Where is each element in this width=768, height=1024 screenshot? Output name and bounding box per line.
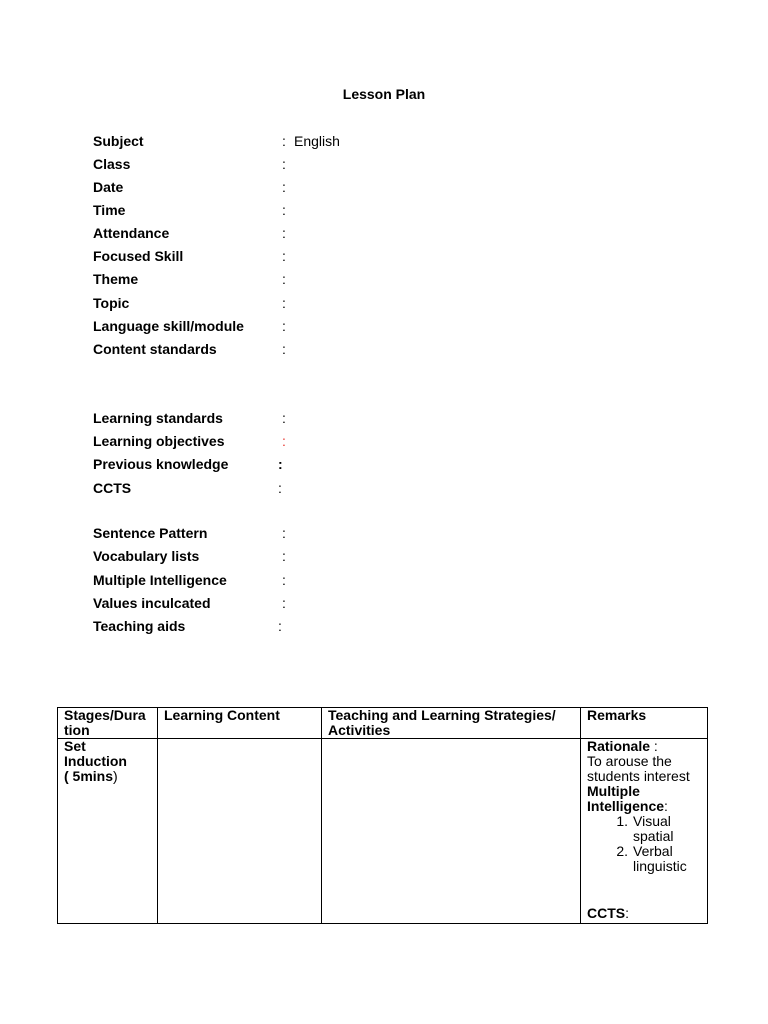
field-theme — [93, 271, 693, 289]
rationale-line — [587, 739, 701, 754]
page-title: Lesson Plan — [342, 86, 426, 102]
mi-item-number: 2. — [616, 843, 628, 859]
duration-close: ) — [113, 768, 118, 784]
time-colon: : — [282, 202, 286, 218]
focused-skill-colon: : — [282, 248, 286, 264]
mi-label: Multiple Intelligence — [587, 783, 665, 814]
learning-objectives-label: Learning objectives — [93, 433, 225, 449]
mi-colon: : — [664, 798, 668, 814]
values-inculcated-label: Values inculcated — [93, 595, 211, 611]
previous-knowledge-label: Previous knowledge — [93, 456, 229, 472]
time-label: Time — [93, 202, 126, 218]
ccts-remark — [587, 906, 629, 921]
field-date — [93, 179, 693, 197]
field-sentence-pattern — [93, 525, 693, 543]
subject-colon: : — [282, 133, 286, 149]
duration-text: ( 5mins — [64, 768, 114, 784]
header-stages: Stages/Dura tion — [58, 708, 158, 739]
sentence-pattern-colon: : — [282, 525, 286, 541]
header-remarks: Remarks — [581, 708, 708, 739]
topic-colon: : — [282, 295, 286, 311]
field-topic — [93, 295, 693, 313]
values-inculcated-colon: : — [282, 595, 286, 611]
header-strategies: Teaching and Learning Strategies/ Activities — [322, 708, 581, 739]
field-time — [93, 202, 693, 220]
field-learning-standards — [93, 410, 693, 428]
ccts-colon: : — [278, 480, 282, 496]
stage-name: Set Induction — [64, 738, 127, 769]
field-values-inculcated — [93, 595, 693, 613]
date-colon: : — [282, 179, 286, 195]
date-label: Date — [93, 179, 124, 195]
mi-list — [587, 814, 701, 874]
learning-objectives-colon: : — [282, 433, 286, 449]
stage-duration — [64, 769, 151, 784]
learning-standards-label: Learning standards — [93, 410, 223, 426]
header-learning-content: Learning Content — [158, 708, 322, 739]
learning-standards-colon: : — [282, 410, 286, 426]
subject-value: English — [294, 133, 340, 149]
attendance-label: Attendance — [93, 225, 170, 241]
ccts-label: CCTS — [93, 480, 132, 496]
rationale-colon: : — [650, 738, 658, 754]
class-label: Class — [93, 156, 131, 172]
field-attendance — [93, 225, 693, 243]
mi-line — [587, 784, 701, 814]
content-standards-label: Content standards — [93, 341, 217, 357]
field-multiple-intelligence — [93, 572, 693, 590]
list-item — [587, 844, 701, 874]
field-content-standards — [93, 341, 693, 359]
theme-label: Theme — [93, 271, 139, 287]
attendance-colon: : — [282, 225, 286, 241]
multiple-intelligence-label: Multiple Intelligence — [93, 572, 227, 588]
stage-cell — [58, 739, 158, 924]
subject-label: Subject — [93, 133, 144, 149]
rationale-text: To arouse the students interest — [587, 753, 690, 784]
field-focused-skill — [93, 248, 693, 266]
language-skill-label: Language skill/module — [93, 318, 244, 334]
mi-item-text: Verbal linguistic — [633, 843, 687, 874]
field-teaching-aids — [93, 618, 693, 636]
theme-colon: : — [282, 271, 286, 287]
table-header-row — [58, 708, 708, 739]
teaching-aids-label: Teaching aids — [93, 618, 186, 634]
previous-knowledge-colon: : — [278, 456, 283, 472]
strategies-cell — [322, 739, 581, 924]
field-language-skill — [93, 318, 693, 336]
language-skill-colon: : — [282, 318, 286, 334]
ccts-remark-label: CCTS — [587, 905, 626, 921]
field-learning-objectives — [93, 433, 693, 451]
field-ccts — [93, 480, 693, 498]
field-previous-knowledge — [93, 456, 693, 474]
field-class — [93, 156, 693, 174]
table-row — [58, 739, 708, 924]
learning-content-cell — [158, 739, 322, 924]
field-vocabulary-lists — [93, 548, 693, 566]
mi-item-number: 1. — [616, 813, 628, 829]
field-subject — [93, 133, 693, 151]
class-colon: : — [282, 156, 286, 172]
sentence-pattern-label: Sentence Pattern — [93, 525, 208, 541]
ccts-remark-colon: : — [625, 905, 630, 921]
focused-skill-label: Focused Skill — [93, 248, 184, 264]
vocabulary-lists-colon: : — [282, 548, 286, 564]
content-standards-colon: : — [282, 341, 286, 357]
rationale-label: Rationale — [587, 738, 651, 754]
teaching-aids-colon: : — [278, 618, 282, 634]
multiple-intelligence-colon: : — [282, 572, 286, 588]
remarks-cell — [581, 739, 708, 924]
vocabulary-lists-label: Vocabulary lists — [93, 548, 200, 564]
lesson-plan-table — [57, 707, 708, 924]
mi-item-text: Visual spatial — [633, 813, 674, 844]
list-item — [587, 814, 701, 844]
topic-label: Topic — [93, 295, 130, 311]
